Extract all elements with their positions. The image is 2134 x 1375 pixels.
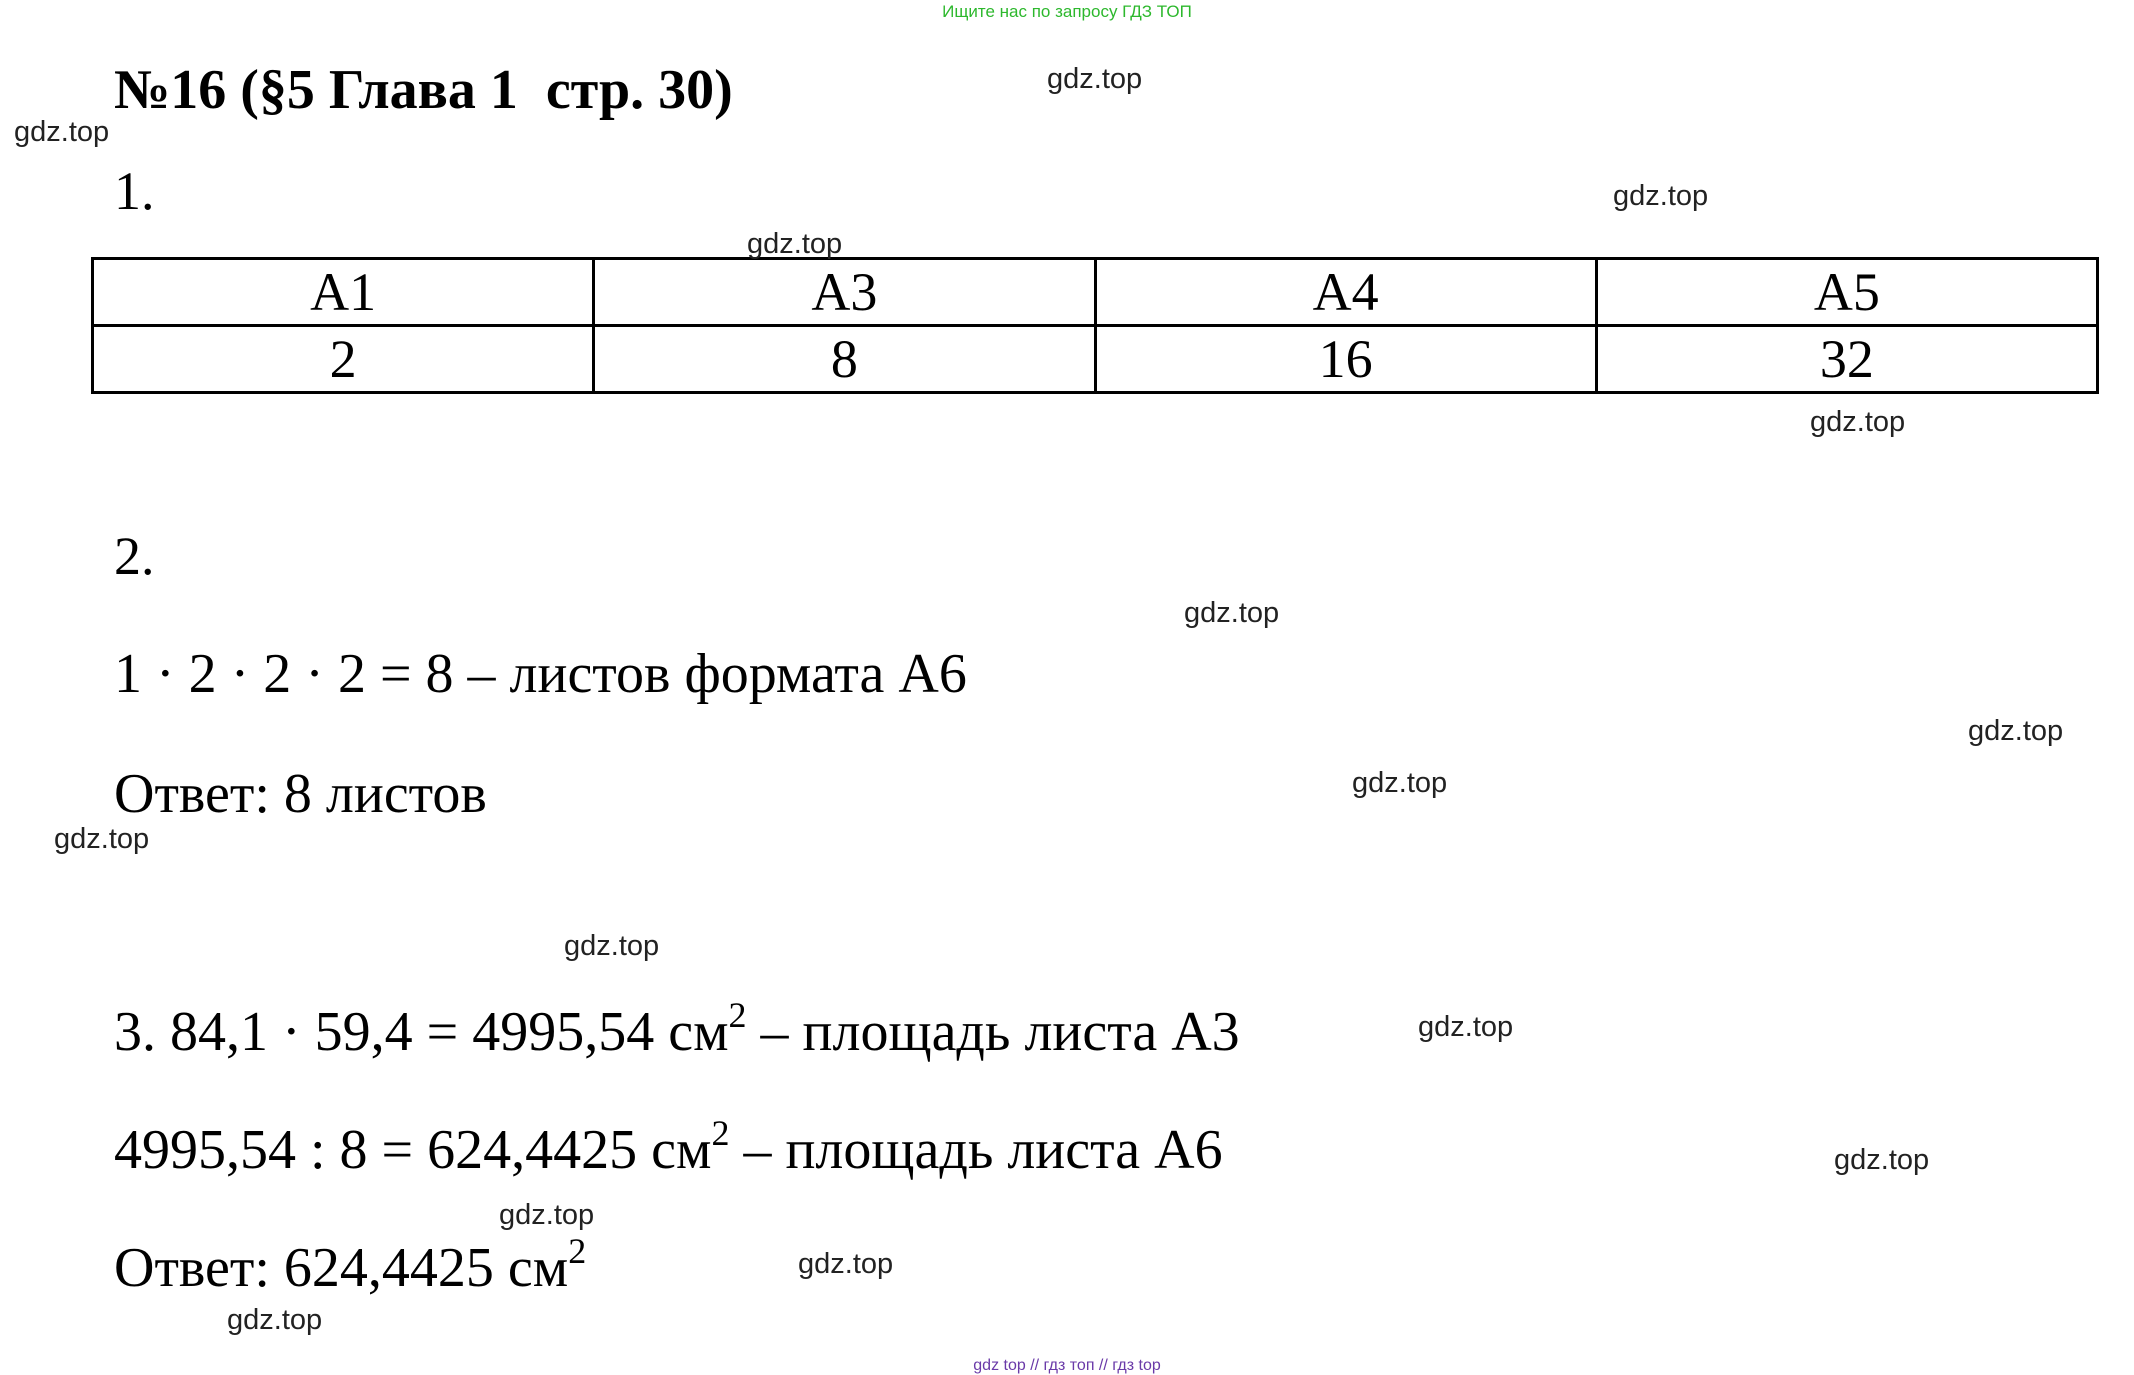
superscript: 2 [568, 1231, 587, 1271]
watermark: gdz.top [54, 823, 150, 855]
watermark: gdz.top [14, 116, 110, 148]
part3-answer [114, 1231, 587, 1300]
superscript: 2 [711, 1113, 730, 1153]
part1-number: 1. [114, 161, 155, 221]
bottom-banner: gdz top // гдз топ // гдз top [973, 1357, 1161, 1374]
part3-line1-text: 3. 84,1 · 59,4 = 4995,54 см [114, 1001, 729, 1063]
watermark: gdz.top [747, 228, 843, 260]
table-header-cell: А1 [93, 259, 594, 326]
watermark: gdz.top [1834, 1144, 1930, 1176]
page-title: №16 (§5 Глава 1 стр. 30) [114, 59, 733, 121]
table-cell: 8 [594, 326, 1095, 393]
part3-line2-desc: – площадь листа А6 [729, 1119, 1223, 1181]
watermark: gdz.top [227, 1304, 323, 1336]
top-banner: Ищите нас по запросу ГДЗ ТОП [942, 2, 1192, 21]
table-cell: 16 [1095, 326, 1596, 393]
table-cell: 32 [1596, 326, 2097, 393]
part2-number: 2. [114, 526, 155, 586]
watermark: gdz.top [1418, 1011, 1514, 1043]
watermark: gdz.top [499, 1199, 595, 1231]
watermark: gdz.top [1613, 180, 1709, 212]
table-row [93, 326, 2098, 393]
part3-line2 [114, 1113, 1223, 1182]
part3-answer-text: Ответ: 624,4425 см [114, 1237, 569, 1299]
part2-answer: Ответ: 8 листов [114, 763, 487, 825]
watermark: gdz.top [1352, 767, 1448, 799]
part3-line2-text: 4995,54 : 8 = 624,4425 см [114, 1119, 712, 1181]
part3-line1-desc: – площадь листа А3 [746, 1001, 1240, 1063]
table-header-cell: А4 [1095, 259, 1596, 326]
superscript: 2 [728, 995, 747, 1035]
watermark: gdz.top [1968, 715, 2064, 747]
table-cell: 2 [93, 326, 594, 393]
sheet-count-table [91, 257, 2099, 394]
table-header-row [93, 259, 2098, 326]
watermark: gdz.top [1047, 63, 1143, 95]
watermark: gdz.top [798, 1248, 894, 1280]
watermark: gdz.top [1810, 406, 1906, 438]
part2-equation: 1 · 2 · 2 · 2 = 8 – листов формата А6 [114, 643, 967, 705]
watermark: gdz.top [564, 930, 660, 962]
part3-line1 [114, 995, 1240, 1064]
watermark: gdz.top [1184, 597, 1280, 629]
table-header-cell: А3 [594, 259, 1095, 326]
table-header-cell: А5 [1596, 259, 2097, 326]
